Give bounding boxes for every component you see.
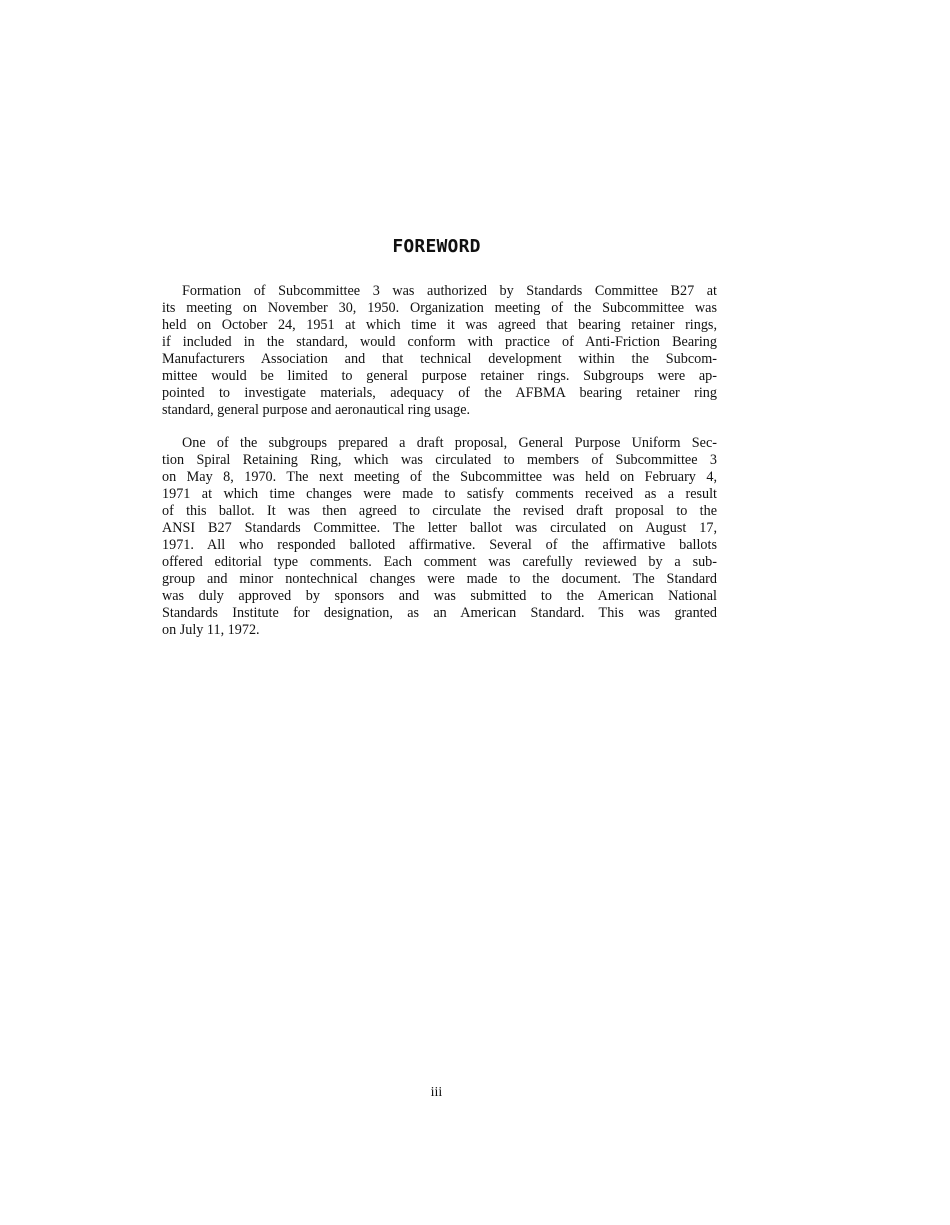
paragraph-line: 1971. All who responded balloted affirmative. Several of the affirmative ballots bbox=[162, 537, 717, 553]
paragraph-line: on May 8, 1970. The next meeting of the Subcommittee was held on February 4, bbox=[162, 469, 717, 485]
page-title: FOREWORD bbox=[392, 236, 481, 257]
paragraph-line: if included in the standard, would conform with practice of Anti-Friction Bearing bbox=[162, 334, 717, 350]
paragraph-line: mittee would be limited to general purpose retainer rings. Subgroups were ap- bbox=[162, 368, 717, 384]
paragraph-line: Manufacturers Association and that technical development within the Subcom- bbox=[162, 351, 717, 367]
paragraph-line: was duly approved by sponsors and was submitted to the American National bbox=[162, 588, 717, 604]
paragraph-line: One of the subgroups prepared a draft proposal, General Purpose Uniform Sec- bbox=[182, 435, 717, 451]
paragraph-line: 1971 at which time changes were made to satisfy comments received as a result bbox=[162, 486, 717, 502]
paragraph-line: offered editorial type comments. Each comment was carefully reviewed by a sub- bbox=[162, 554, 717, 570]
paragraph-line: group and minor nontechnical changes were made to the document. The Standard bbox=[162, 571, 717, 587]
foreword-paragraph-2 bbox=[162, 435, 717, 639]
paragraph-line: held on October 24, 1951 at which time it was agreed that bearing retainer rings, bbox=[162, 317, 717, 333]
foreword-paragraph-1 bbox=[162, 283, 717, 419]
paragraph-line: pointed to investigate materials, adequacy of the AFBMA bearing retainer ring bbox=[162, 385, 717, 401]
paragraph-line: its meeting on November 30, 1950. Organization meeting of the Subcommittee was bbox=[162, 300, 717, 316]
page-number: iii bbox=[430, 1085, 443, 1100]
paragraph-line: ANSI B27 Standards Committee. The letter ballot was circulated on August 17, bbox=[162, 520, 717, 536]
paragraph-line: standard, general purpose and aeronautical ring usage. bbox=[162, 402, 471, 418]
paragraph-line: tion Spiral Retaining Ring, which was circulated to members of Subcommittee 3 bbox=[162, 452, 717, 468]
paragraph-line: of this ballot. It was then agreed to circulate the revised draft proposal to the bbox=[162, 503, 717, 519]
paragraph-line: Standards Institute for designation, as an American Standard. This was granted bbox=[162, 605, 717, 621]
paragraph-line: Formation of Subcommittee 3 was authorized by Standards Committee B27 at bbox=[182, 283, 717, 299]
paragraph-line: on July 11, 1972. bbox=[162, 622, 260, 638]
